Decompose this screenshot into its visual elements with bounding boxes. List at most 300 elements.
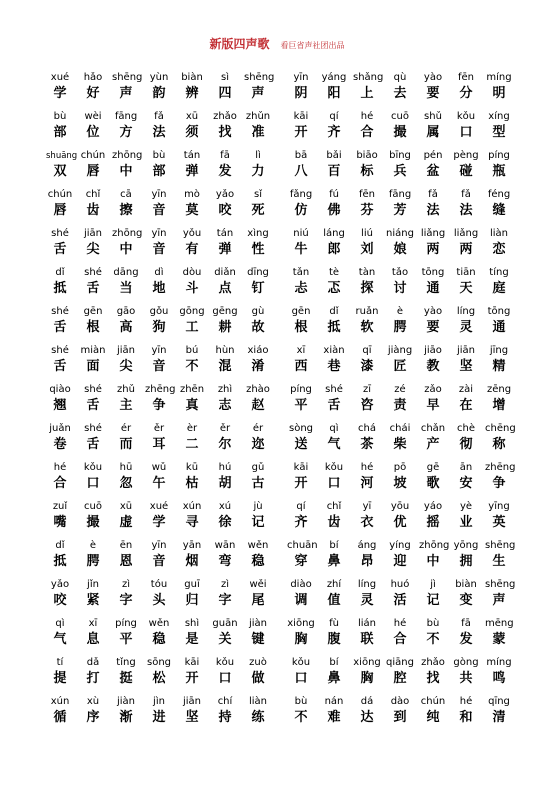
- character-cell: [211, 267, 239, 297]
- verse-row: [0, 540, 554, 579]
- hanzi-character: 舌: [327, 398, 341, 413]
- character-cell: [452, 384, 480, 414]
- pinyin-label: yīng: [488, 501, 510, 512]
- hanzi-character: 分: [459, 86, 473, 101]
- pinyin-label: bù: [294, 696, 308, 707]
- hanzi-character: 平: [119, 632, 133, 647]
- pinyin-label: bù: [53, 111, 67, 122]
- pinyin-label: zhōng: [112, 228, 143, 239]
- pinyin-label: liàn: [489, 228, 509, 239]
- character-cell: [244, 306, 272, 336]
- character-cell: [386, 657, 414, 687]
- pinyin-label: hū: [119, 462, 133, 473]
- character-cell: [419, 618, 447, 648]
- hanzi-character: 挺: [119, 671, 133, 686]
- hanzi-character: 佛: [327, 203, 341, 218]
- pinyin-label: shēng: [485, 540, 516, 551]
- hanzi-character: 法: [426, 203, 440, 218]
- pinyin-label: yǎo: [215, 189, 235, 200]
- character-cell: [452, 462, 480, 492]
- hanzi-character: 而: [119, 437, 133, 452]
- hanzi-character: 漆: [360, 359, 374, 374]
- pinyin-label: jīng: [489, 345, 509, 356]
- hanzi-character: 根: [294, 320, 308, 335]
- pinyin-label: gēn: [291, 306, 311, 317]
- pinyin-label: jǐn: [87, 579, 99, 590]
- character-cell: [211, 618, 239, 648]
- pinyin-label: yáng: [321, 72, 347, 83]
- character-cell: [386, 189, 414, 219]
- character-cell: [353, 72, 384, 102]
- pinyin-label: tōng: [421, 267, 445, 278]
- hanzi-character: 紧: [86, 593, 100, 608]
- hanzi-character: 撮: [86, 515, 100, 530]
- character-cell: [485, 501, 513, 531]
- character-cell: [145, 111, 173, 141]
- pinyin-label: fēn: [457, 72, 474, 83]
- hanzi-character: 尔: [218, 437, 232, 452]
- hanzi-character: 根: [86, 320, 100, 335]
- character-cell: [287, 384, 315, 414]
- pinyin-label: jù: [253, 501, 263, 512]
- pinyin-label: zhēng: [145, 384, 176, 395]
- hanzi-character: 徐: [218, 515, 232, 530]
- pinyin-label: gǔ: [251, 462, 265, 473]
- character-cell: [46, 72, 74, 102]
- character-cell: [145, 228, 173, 258]
- pinyin-label: qì: [329, 423, 339, 434]
- character-cell: [452, 657, 480, 687]
- character-cell: [211, 306, 239, 336]
- character-cell: [320, 384, 348, 414]
- hanzi-character: 咬: [218, 203, 232, 218]
- pinyin-label: xìng: [247, 228, 269, 239]
- character-cell: [386, 579, 414, 609]
- pinyin-label: bí: [329, 540, 339, 551]
- character-cell: [112, 540, 140, 570]
- hanzi-character: 地: [152, 281, 166, 296]
- hanzi-character: 当: [119, 281, 133, 296]
- pinyin-label: biāo: [356, 150, 378, 161]
- pinyin-label: chún: [80, 150, 106, 161]
- hanzi-character: 声: [251, 86, 265, 101]
- hanzi-character: 摇: [426, 515, 440, 530]
- hanzi-character: 工: [185, 320, 199, 335]
- hanzi-character: 舌: [53, 242, 67, 257]
- pinyin-label: yīn: [151, 345, 167, 356]
- hanzi-character: 鸣: [492, 671, 506, 686]
- hanzi-character: 胸: [294, 632, 308, 647]
- hanzi-character: 中: [119, 164, 133, 179]
- pinyin-label: kǒu: [83, 462, 103, 473]
- pinyin-label: chēng: [485, 423, 516, 434]
- pinyin-label: yào: [423, 72, 443, 83]
- pinyin-label: bā: [294, 150, 308, 161]
- hanzi-character: 达: [360, 710, 374, 725]
- character-cell: [244, 462, 272, 492]
- character-cell: [320, 150, 348, 180]
- hanzi-character: 位: [86, 125, 100, 140]
- hanzi-character: 瓶: [492, 164, 506, 179]
- character-cell: [79, 150, 107, 180]
- character-cell: [79, 462, 107, 492]
- character-cell: [353, 111, 381, 141]
- hanzi-character: 齿: [327, 515, 341, 530]
- pinyin-label: láng: [323, 228, 345, 239]
- pinyin-label: chè: [457, 423, 475, 434]
- character-cell: [112, 345, 140, 375]
- character-cell: [211, 384, 239, 414]
- verse-row: [0, 462, 554, 501]
- pinyin-label: mò: [184, 189, 200, 200]
- hanzi-character: 弹: [185, 164, 199, 179]
- character-cell: [211, 579, 239, 609]
- pinyin-label: hé: [53, 462, 67, 473]
- character-cell: [46, 462, 74, 492]
- hanzi-character: 穿: [294, 554, 308, 569]
- pinyin-label: gōng: [179, 306, 205, 317]
- hanzi-character: 标: [360, 164, 374, 179]
- hanzi-character: 恩: [119, 554, 133, 569]
- pinyin-label: jìn: [153, 696, 165, 707]
- character-cell: [452, 540, 480, 570]
- character-cell: [485, 111, 513, 141]
- character-cell: [287, 540, 318, 570]
- hanzi-character: 芳: [393, 203, 407, 218]
- verse-row: [0, 423, 554, 462]
- hanzi-character: 口: [459, 125, 473, 140]
- character-cell: [485, 657, 513, 687]
- character-cell: [419, 72, 447, 102]
- pinyin-label: tán: [183, 150, 201, 161]
- character-cell: [287, 618, 315, 648]
- hanzi-character: 志: [218, 398, 232, 413]
- character-cell: [287, 696, 315, 726]
- character-cell: [452, 267, 480, 297]
- character-cell: [79, 423, 107, 453]
- pinyin-label: diǎn: [214, 267, 236, 278]
- pinyin-label: chǎn: [420, 423, 446, 434]
- character-cell: [244, 618, 272, 648]
- hanzi-character: 迎: [393, 554, 407, 569]
- pinyin-label: hú: [218, 462, 232, 473]
- pinyin-label: wèi: [84, 111, 102, 122]
- character-cell: [211, 462, 239, 492]
- character-cell: [386, 111, 414, 141]
- pinyin-label: diào: [290, 579, 312, 590]
- character-cell: [211, 111, 239, 141]
- hanzi-character: 松: [152, 671, 166, 686]
- hanzi-character: 腹: [327, 632, 341, 647]
- pinyin-label: liàn: [248, 696, 268, 707]
- pinyin-label: dòu: [182, 267, 202, 278]
- hanzi-character: 产: [426, 437, 440, 452]
- pinyin-label: ér: [252, 423, 264, 434]
- pinyin-label: tàn: [358, 267, 376, 278]
- hanzi-character: 钉: [251, 281, 265, 296]
- hanzi-character: 巷: [327, 359, 341, 374]
- character-cell: [419, 462, 447, 492]
- hanzi-character: 值: [327, 593, 341, 608]
- pinyin-label: shǎng: [353, 72, 384, 83]
- hanzi-character: 腔: [393, 671, 407, 686]
- pinyin-label: zǎo: [424, 384, 442, 395]
- hanzi-character: 学: [53, 86, 67, 101]
- hanzi-character: 衣: [360, 515, 374, 530]
- hanzi-character: 狗: [152, 320, 166, 335]
- pinyin-label: chún: [420, 696, 446, 707]
- hanzi-character: 练: [251, 710, 265, 725]
- character-cell: [46, 345, 74, 375]
- hanzi-character: 教: [426, 359, 440, 374]
- character-cell: [46, 111, 74, 141]
- hanzi-character: 声: [119, 86, 133, 101]
- character-cell: [386, 423, 414, 453]
- pinyin-label: qī: [362, 345, 372, 356]
- pinyin-label: kāi: [293, 462, 309, 473]
- pinyin-label: qiāng: [386, 657, 414, 668]
- character-cell: [46, 657, 74, 687]
- character-cell: [353, 618, 381, 648]
- pinyin-label: tōng: [487, 306, 511, 317]
- pinyin-label: hé: [393, 618, 407, 629]
- character-cell: [46, 501, 74, 531]
- pinyin-label: fǎ: [461, 189, 471, 200]
- pinyin-label: áng: [357, 540, 377, 551]
- pinyin-label: zhēng: [485, 462, 516, 473]
- hanzi-character: 舌: [86, 398, 100, 413]
- pinyin-label: zuò: [249, 657, 267, 668]
- character-cell: [112, 384, 140, 414]
- hanzi-character: 口: [218, 671, 232, 686]
- pinyin-label: dāng: [113, 267, 139, 278]
- hanzi-character: 主: [119, 398, 133, 413]
- pinyin-label: bǎi: [326, 150, 342, 161]
- character-cell: [452, 228, 480, 258]
- hanzi-character: 早: [426, 398, 440, 413]
- hanzi-character: 进: [152, 710, 166, 725]
- verse-row: [0, 579, 554, 618]
- hanzi-character: 蒙: [492, 632, 506, 647]
- pinyin-label: nán: [324, 696, 344, 707]
- pinyin-label: yáo: [423, 501, 443, 512]
- pinyin-label: jiān: [83, 228, 103, 239]
- hanzi-character: 字: [218, 593, 232, 608]
- character-cell: [287, 501, 315, 531]
- character-cell: [485, 423, 516, 453]
- character-cell: [211, 189, 239, 219]
- hanzi-character: 音: [152, 242, 166, 257]
- character-cell: [419, 345, 447, 375]
- character-cell: [79, 501, 107, 531]
- character-cell: [419, 267, 447, 297]
- pinyin-label: xī: [88, 618, 98, 629]
- hanzi-character: 上: [360, 86, 374, 101]
- pinyin-label: fù: [329, 618, 339, 629]
- character-cell: [287, 267, 315, 297]
- hanzi-character: 坚: [185, 710, 199, 725]
- pinyin-label: tǎo: [391, 267, 409, 278]
- hanzi-character: 翘: [53, 398, 67, 413]
- character-cell: [46, 150, 78, 180]
- hanzi-character: 循: [53, 710, 67, 725]
- character-cell: [320, 501, 348, 531]
- pinyin-label: xú: [218, 501, 232, 512]
- hanzi-character: 嘴: [53, 515, 67, 530]
- verse-row: [0, 306, 554, 345]
- pinyin-label: chuān: [287, 540, 318, 551]
- character-cell: [485, 345, 513, 375]
- hanzi-character: 抵: [327, 320, 341, 335]
- character-cell: [46, 618, 74, 648]
- hanzi-character: 发: [459, 632, 473, 647]
- hanzi-character: 键: [251, 632, 265, 647]
- character-cell: [145, 423, 173, 453]
- hanzi-character: 尖: [119, 359, 133, 374]
- character-cell: [211, 150, 239, 180]
- hanzi-character: 高: [119, 320, 133, 335]
- character-cell: [320, 345, 348, 375]
- page-header: [0, 33, 554, 52]
- character-cell: [145, 696, 173, 726]
- hanzi-character: 记: [426, 593, 440, 608]
- hanzi-character: 调: [294, 593, 308, 608]
- pinyin-label: pén: [423, 150, 443, 161]
- pinyin-label: yān: [182, 540, 202, 551]
- hanzi-character: 明: [492, 86, 506, 101]
- hanzi-character: 忐: [294, 281, 308, 296]
- pinyin-label: píng: [290, 384, 312, 395]
- hanzi-character: 通: [492, 320, 506, 335]
- hanzi-character: 胡: [218, 476, 232, 491]
- hanzi-character: 仿: [294, 203, 308, 218]
- pinyin-label: cuō: [391, 111, 409, 122]
- pinyin-label: kǒu: [291, 657, 311, 668]
- pinyin-label: yào: [423, 306, 443, 317]
- hanzi-character: 两: [426, 242, 440, 257]
- pinyin-label: wān: [214, 540, 236, 551]
- pinyin-label: xué: [50, 72, 70, 83]
- character-cell: [112, 579, 140, 609]
- pinyin-label: chún: [47, 189, 73, 200]
- pinyin-label: xiōng: [353, 657, 381, 668]
- character-cell: [112, 189, 140, 219]
- character-cell: [46, 267, 74, 297]
- hanzi-character: 气: [53, 632, 67, 647]
- hanzi-character: 增: [492, 398, 506, 413]
- character-cell: [178, 384, 206, 414]
- pinyin-label: gù: [251, 306, 265, 317]
- pinyin-label: wǔ: [151, 462, 167, 473]
- pinyin-label: qí: [296, 501, 306, 512]
- character-cell: [452, 111, 480, 141]
- pinyin-label: lián: [357, 618, 377, 629]
- character-cell: [386, 384, 414, 414]
- verse-row: [0, 228, 554, 267]
- hanzi-character: 学: [152, 515, 166, 530]
- hanzi-character: 声: [492, 593, 506, 608]
- hanzi-character: 合: [393, 632, 407, 647]
- character-cell: [178, 267, 206, 297]
- character-cell: [320, 696, 348, 726]
- pinyin-label: pèng: [453, 150, 479, 161]
- hanzi-character: 耕: [218, 320, 232, 335]
- pinyin-label: ěr: [153, 423, 165, 434]
- hanzi-character: 找: [426, 671, 440, 686]
- pinyin-label: míng: [486, 72, 512, 83]
- character-cell: [211, 540, 239, 570]
- pinyin-label: qù: [393, 72, 407, 83]
- character-cell: [419, 189, 447, 219]
- character-cell: [386, 696, 414, 726]
- character-cell: [79, 345, 107, 375]
- character-cell: [79, 618, 107, 648]
- hanzi-character: 两: [459, 242, 473, 257]
- hanzi-character: 有: [185, 242, 199, 257]
- character-cell: [452, 579, 480, 609]
- hanzi-character: 提: [53, 671, 67, 686]
- pinyin-label: dǐ: [329, 306, 339, 317]
- pinyin-label: chí: [217, 696, 233, 707]
- character-cell: [79, 72, 107, 102]
- hanzi-character: 字: [119, 593, 133, 608]
- hanzi-character: 息: [86, 632, 100, 647]
- character-cell: [320, 618, 348, 648]
- hanzi-character: 舌: [53, 320, 67, 335]
- character-cell: [178, 306, 206, 336]
- hanzi-character: 淆: [251, 359, 265, 374]
- character-cell: [386, 618, 414, 648]
- hanzi-character: 唇: [53, 203, 67, 218]
- pinyin-label: liǎng: [453, 228, 479, 239]
- character-cell: [485, 462, 516, 492]
- hanzi-character: 合: [360, 125, 374, 140]
- character-cell: [178, 579, 206, 609]
- pinyin-label: zhōng: [419, 540, 450, 551]
- pinyin-label: sōng: [146, 657, 171, 668]
- pinyin-label: gāo: [116, 306, 136, 317]
- hanzi-character: 是: [185, 632, 199, 647]
- character-cell: [46, 579, 74, 609]
- character-cell: [386, 150, 414, 180]
- pinyin-label: gēng: [212, 306, 238, 317]
- hanzi-character: 共: [459, 671, 473, 686]
- hanzi-character: 开: [294, 125, 308, 140]
- hanzi-character: 郎: [327, 242, 341, 257]
- character-cell: [46, 228, 74, 258]
- character-cell: [145, 540, 173, 570]
- pinyin-label: xū: [119, 501, 133, 512]
- hanzi-character: 庭: [492, 281, 506, 296]
- hanzi-character: 尖: [86, 242, 100, 257]
- character-cell: [320, 72, 348, 102]
- character-cell: [178, 657, 206, 687]
- character-cell: [244, 540, 272, 570]
- character-cell: [485, 540, 516, 570]
- character-cell: [178, 72, 206, 102]
- hanzi-character: 法: [152, 125, 166, 140]
- character-cell: [320, 267, 348, 297]
- hanzi-character: 古: [251, 476, 265, 491]
- pinyin-label: biàn: [181, 72, 203, 83]
- hanzi-character: 四: [218, 86, 232, 101]
- character-cell: [452, 696, 480, 726]
- character-cell: [244, 150, 272, 180]
- character-cell: [46, 384, 74, 414]
- pinyin-label: tóu: [150, 579, 168, 590]
- pinyin-label: zài: [458, 384, 474, 395]
- hanzi-character: 齿: [86, 203, 100, 218]
